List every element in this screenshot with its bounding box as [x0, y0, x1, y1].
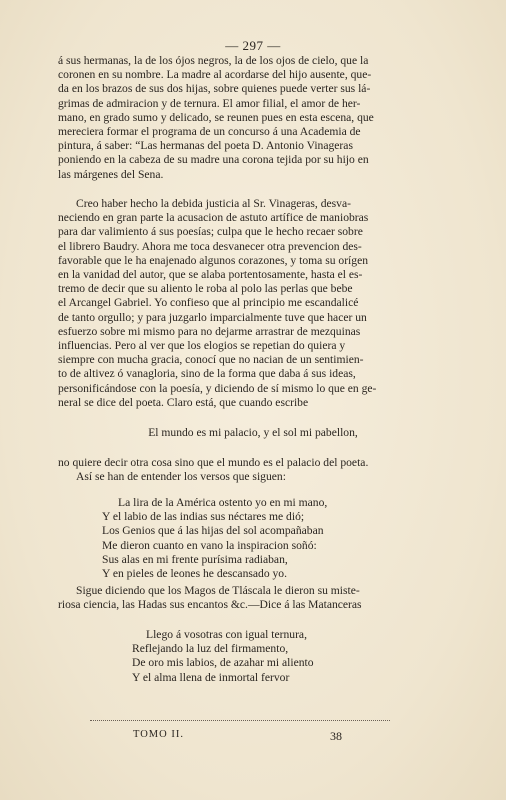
text-line: Así se han de entender los versos que siguen:	[76, 470, 286, 484]
text-line: personificándose con la poesía, y diciendo de sí mismo lo que en ge-	[58, 381, 377, 395]
text-line: á sus hermanas, la de los ójos negros, la de los ojos de cielo, que la	[58, 54, 369, 67]
text-line: de tanto orgullo; y para juzgarlo imparcialmente tuve que hacer un	[58, 310, 367, 324]
verse-line: Y en pieles de leones he descansado yo.	[102, 567, 288, 581]
paragraph-3	[58, 456, 448, 484]
verse-stanza-2	[132, 628, 422, 685]
text-line: neciendo en gran parte la acusacion de astuto artífice de maniobras	[58, 211, 369, 225]
paragraph-1	[58, 54, 448, 182]
text-line: poniendo en la cabeza de su madre una corona tejida por su hijo en	[58, 153, 369, 167]
text-line: las márgenes del Sena.	[58, 167, 164, 181]
verse-line: Llego á vosotras con igual ternura,	[146, 628, 307, 641]
text-line: to de altivez ó vanagloria, sino de la forma que daba á sus ideas,	[58, 367, 356, 381]
quoted-verse	[58, 426, 448, 440]
text-line: tremo de decir que su aliento le roba al polo las perlas que bebe	[58, 282, 353, 296]
verse-stanza-1	[102, 496, 432, 581]
text-line: en la vanidad del autor, que se alaba portentosamente, hasta el es-	[58, 268, 363, 282]
text-line: grimas de admiracion y de ternura. El amor filial, el amor de her-	[58, 96, 361, 110]
text-line: mano, en grado sumo y delicado, se reunen pues en esta escena, que	[58, 110, 374, 124]
verse-line: Y el alma llena de inmortal fervor	[132, 670, 290, 684]
verse-line: Y el labio de las indias sus néctares me dió;	[102, 510, 305, 524]
text-line: mereciera formar el programa de un concurso á una Academia de	[58, 125, 361, 139]
verse-line: Me dieron cuanto en vano la inspiracion soñó:	[102, 538, 317, 552]
page-number: — 297 —	[225, 38, 281, 53]
text-line: coronen en su nombre. La madre al acordarse del hijo ausente, que-	[58, 68, 372, 82]
verse-line: El mundo es mi palacio, y el sol mi pabellon,	[148, 426, 358, 439]
text-line: siempre con mucha gracia, conocí que no nacian de un sentimien-	[58, 353, 364, 367]
text-line: neral se dice del poeta. Claro está, que cuando escribe	[58, 395, 309, 409]
text-line: para dar valimiento á sus poesías; culpa que le hecho recaer sobre	[58, 225, 363, 239]
text-line: Creo haber hecho la debida justicia al Sr. Vinageras, desva-	[76, 197, 351, 210]
verse-line: De oro mis labios, de azahar mi aliento	[132, 656, 314, 670]
verse-line: Los Genios que á las hijas del sol acompañaban	[102, 524, 324, 538]
text-line: pintura, á saber: “Las hermanas del poeta D. Antonio Vinageras	[58, 139, 353, 153]
text-line: el librero Baudry. Ahora me toca desvanecer otra prevencion des-	[58, 239, 362, 253]
text-line: riosa ciencia, las Hadas sus encantos &c.—Dice á las Matanceras	[58, 598, 362, 612]
verse-line: La lira de la América ostento yo en mi mano,	[118, 496, 328, 509]
verse-line: Reflejando la luz del firmamento,	[132, 642, 289, 656]
dotted-rule	[90, 720, 390, 721]
text-line: da en los brazos de sus dos hijas, sobre quienes puede verter sus lá-	[58, 82, 371, 96]
verse-line: Sus alas en mi frente purísima radiaban,	[102, 552, 288, 566]
text-line: influencias. Pero al ver que los elogios se repetian do quiera y	[58, 339, 346, 353]
text-line: Sigue diciendo que los Magos de Tláscala le dieron su miste-	[76, 584, 360, 597]
paragraph-2	[58, 197, 448, 410]
text-line: favorable que le ha enajenado algunos corazones, y toma su orígen	[58, 253, 369, 267]
volume-label: TOMO II.	[133, 729, 184, 740]
text-line: no quiere decir otra cosa sino que el mundo es el palacio del poeta.	[58, 456, 369, 469]
paragraph-4	[58, 584, 448, 612]
text-line: el Arcangel Gabriel. Yo confieso que al principio me escandalicé	[58, 296, 359, 310]
text-line: esfuerzo sobre mi mismo para no dejarme arrastrar de mezquinas	[58, 324, 361, 338]
signature-mark: 38	[330, 729, 342, 743]
